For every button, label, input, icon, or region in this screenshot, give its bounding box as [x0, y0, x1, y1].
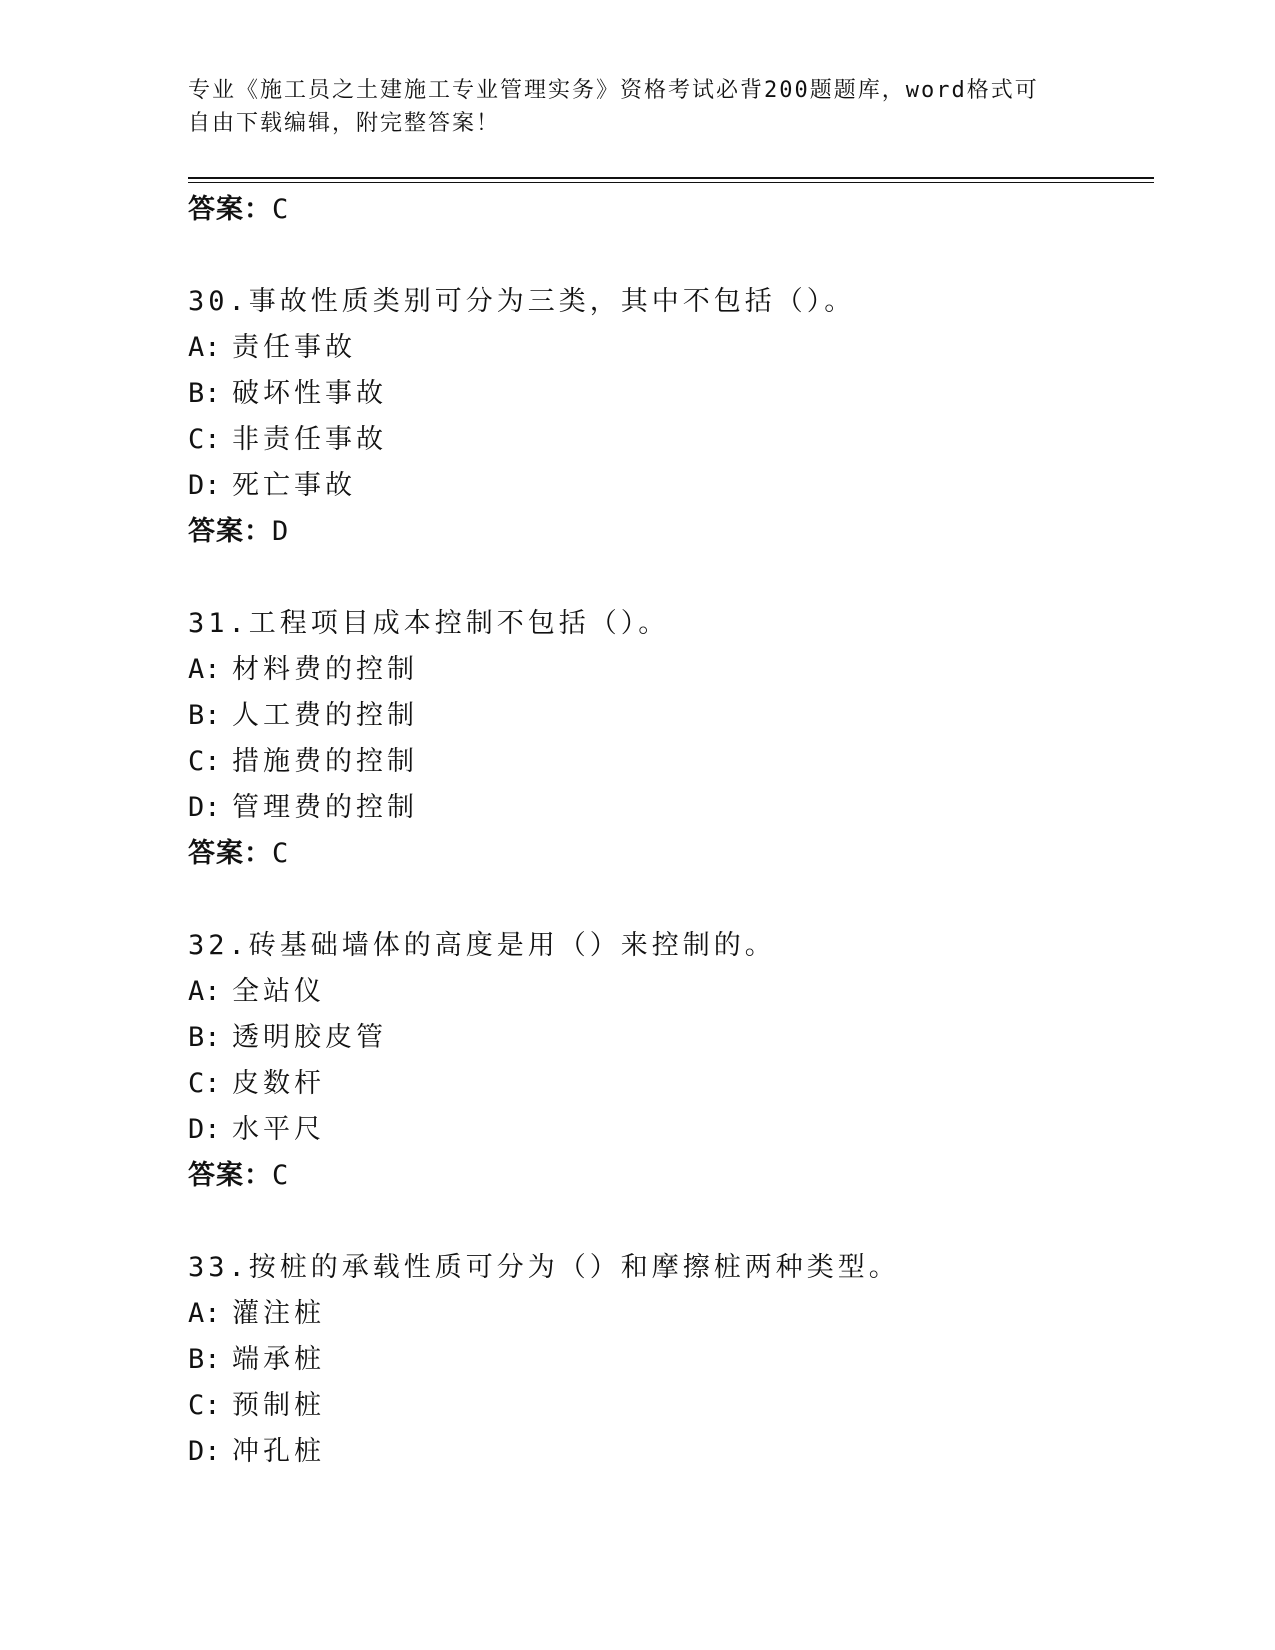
- option-text: 责任事故: [232, 332, 356, 363]
- option-letter: B:: [188, 378, 221, 409]
- option-letter: C:: [188, 746, 221, 777]
- option-text: 非责任事故: [232, 424, 387, 455]
- option-d: [188, 1107, 1154, 1153]
- answer-line: [188, 1153, 1154, 1199]
- option-c: [188, 739, 1154, 785]
- option-text: 材料费的控制: [232, 654, 418, 685]
- answer-label: 答案：: [188, 838, 272, 869]
- option-letter: B:: [188, 1022, 221, 1053]
- option-a: [188, 325, 1154, 371]
- question-stem: 32.砖基础墙体的高度是用（）来控制的。: [188, 930, 776, 961]
- option-letter: B:: [188, 1344, 221, 1375]
- option-letter: D:: [188, 470, 221, 501]
- option-text: 管理费的控制: [232, 792, 418, 823]
- option-letter: D:: [188, 792, 221, 823]
- option-letter: A:: [188, 976, 221, 1007]
- header-line-2: 自由下载编辑，附完整答案！: [188, 111, 501, 136]
- question-block: [188, 601, 1154, 877]
- option-d: [188, 463, 1154, 509]
- option-letter: C:: [188, 424, 221, 455]
- question-stem: 30.事故性质类别可分为三类，其中不包括（）。: [188, 286, 856, 317]
- option-c: [188, 1383, 1154, 1429]
- option-d: [188, 785, 1154, 831]
- answer-label: 答案：: [188, 1160, 272, 1191]
- option-letter: C:: [188, 1068, 221, 1099]
- answer-value: C: [272, 1160, 290, 1191]
- option-text: 皮数杆: [232, 1068, 325, 1099]
- option-b: [188, 371, 1154, 417]
- question-block: [188, 279, 1154, 555]
- option-text: 人工费的控制: [232, 700, 418, 731]
- option-a: [188, 1291, 1154, 1337]
- question-stem: 31.工程项目成本控制不包括（）。: [188, 608, 670, 639]
- question-block: [188, 1245, 1154, 1475]
- option-text: 破坏性事故: [232, 378, 387, 409]
- answer-line: [188, 831, 1154, 877]
- question-stem: 33.按桩的承载性质可分为（）和摩擦桩两种类型。: [188, 1252, 900, 1283]
- option-text: 水平尺: [232, 1114, 325, 1145]
- option-text: 死亡事故: [232, 470, 356, 501]
- document-header: [188, 74, 1068, 140]
- answer-value: C: [272, 838, 290, 869]
- option-text: 全站仪: [232, 976, 325, 1007]
- option-text: 灌注桩: [232, 1298, 325, 1329]
- answer-label: 答案：: [188, 194, 272, 225]
- question-list: [188, 187, 1154, 1475]
- answer-line: [188, 509, 1154, 555]
- option-text: 透明胶皮管: [232, 1022, 387, 1053]
- option-letter: C:: [188, 1390, 221, 1421]
- option-letter: D:: [188, 1436, 221, 1467]
- answer-label: 答案：: [188, 516, 272, 547]
- answer-value: D: [272, 516, 290, 547]
- option-letter: D:: [188, 1114, 221, 1145]
- option-b: [188, 693, 1154, 739]
- option-letter: A:: [188, 332, 221, 363]
- header-divider-thin: [188, 182, 1154, 183]
- header-line-1: 专业《施工员之土建施工专业管理实务》资格考试必背200题题库，word格式可: [188, 78, 1039, 103]
- option-text: 冲孔桩: [232, 1436, 325, 1467]
- option-text: 端承桩: [232, 1344, 325, 1375]
- option-text: 措施费的控制: [232, 746, 418, 777]
- option-b: [188, 1337, 1154, 1383]
- option-a: [188, 647, 1154, 693]
- option-letter: A:: [188, 654, 221, 685]
- option-b: [188, 1015, 1154, 1061]
- option-letter: B:: [188, 700, 221, 731]
- header-divider-thick: [188, 177, 1154, 179]
- answer-value: C: [272, 194, 290, 225]
- option-d: [188, 1429, 1154, 1475]
- option-letter: A:: [188, 1298, 221, 1329]
- question-block: [188, 923, 1154, 1199]
- option-a: [188, 969, 1154, 1015]
- answer-line: [188, 187, 1154, 233]
- option-c: [188, 1061, 1154, 1107]
- option-text: 预制桩: [232, 1390, 325, 1421]
- option-c: [188, 417, 1154, 463]
